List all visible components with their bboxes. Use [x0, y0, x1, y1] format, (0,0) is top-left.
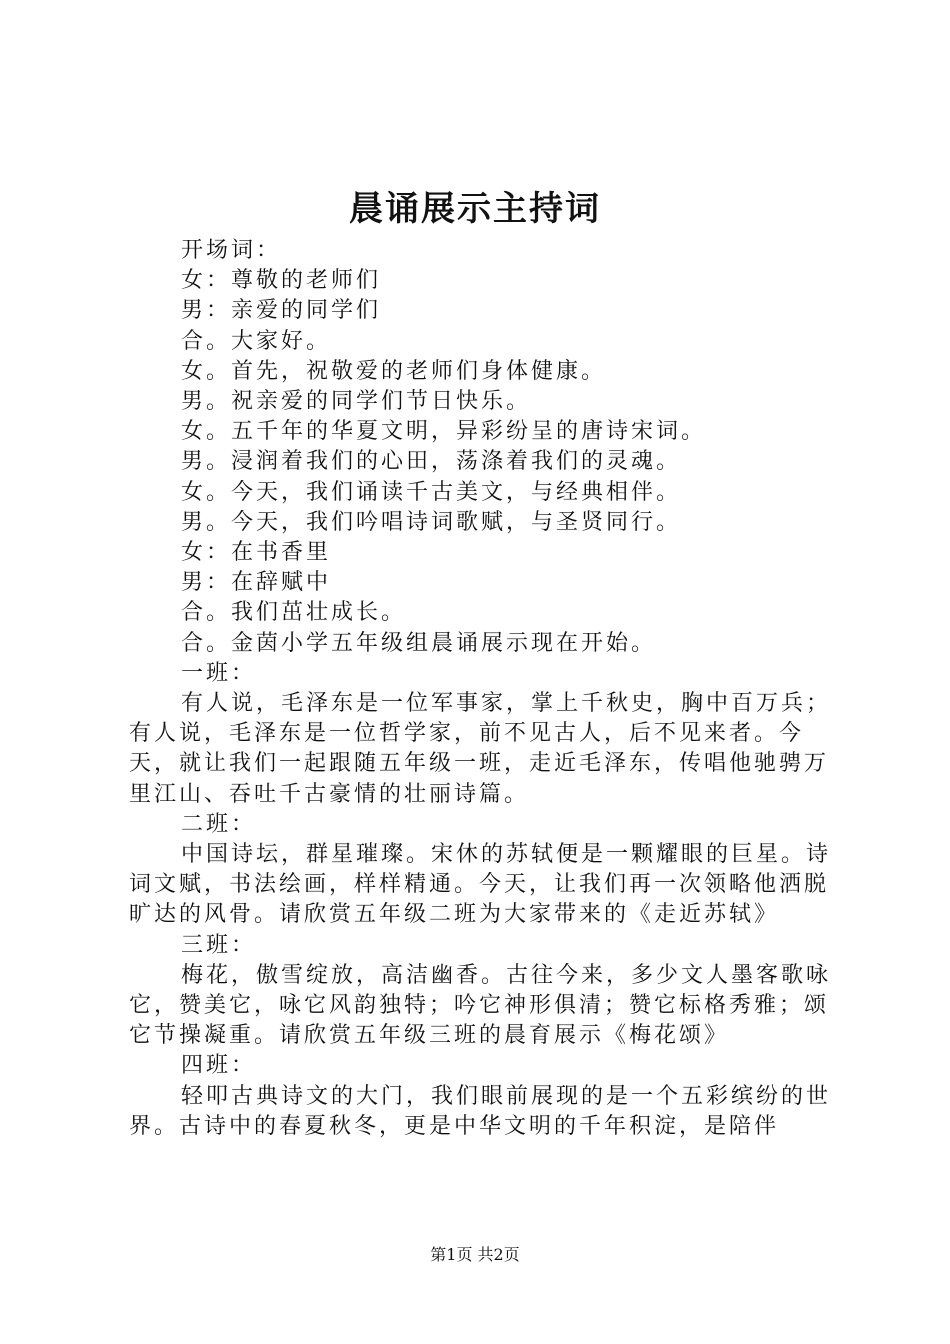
section-heading: 四班： — [181, 1053, 257, 1079]
paragraph: 男。今天，我们吟唱诗词歌赋，与圣贤同行。 — [181, 509, 682, 535]
paragraph: 合。金茵小学五年级组晨诵展示现在开始。 — [181, 630, 657, 656]
paragraph: 男：亲爱的同学们 — [181, 298, 382, 324]
paragraph: 女：在书香里 — [181, 540, 332, 566]
document-body — [129, 236, 839, 1142]
paragraph: 男：在辞赋中 — [181, 570, 332, 596]
paragraph: 女。今天，我们诵读千古美文，与经典相伴。 — [181, 479, 682, 505]
paragraph: 梅花，傲雪绽放，高洁幽香。古往今来，多少文人墨客歌咏它，赞美它，咏它风韵独特；吟它神形俱清；赞它标格秀雅；颂它节操凝重。请欣赏五年级三班的晨育展示《梅花颂》 — [129, 962, 832, 1049]
section-heading: 二班： — [181, 811, 257, 837]
paragraph: 女。五千年的华夏文明，异彩纷呈的唐诗宋词。 — [181, 419, 707, 445]
paragraph: 合。我们茁壮成长。 — [181, 600, 407, 626]
paragraph: 轻叩古典诗文的大门，我们眼前展现的是一个五彩缤纷的世界。古诗中的春夏秋冬，更是中华文明的千年积淀，是陪伴 — [129, 1083, 832, 1139]
section-heading: 一班： — [181, 660, 257, 686]
page-footer: 第1页 共2页 — [430, 1245, 520, 1264]
paragraph: 有人说，毛泽东是一位军事家，掌上千秋史，胸中百万兵；有人说，毛泽东是一位哲学家，前不见古人，后不见来者。今天，就让我们一起跟随五年级一班，走近毛泽东，传唱他驰骋万里江山、吞吐千古豪情的壮丽诗篇。 — [129, 691, 832, 807]
section-heading: 三班： — [181, 932, 257, 958]
document-title: 晨诵展示主持词 — [349, 189, 601, 229]
paragraph: 中国诗坛，群星璀璨。宋休的苏轼便是一颗耀眼的巨星。诗词文赋，书法绘画，样样精通。今天，让我们再一次领略他洒脱旷达的风骨。请欣赏五年级二班为大家带来的《走近苏轼》 — [129, 842, 832, 928]
paragraph: 合。大家好。 — [181, 328, 332, 354]
paragraph: 男。浸润着我们的心田，荡涤着我们的灵魂。 — [181, 449, 682, 475]
paragraph: 开场词： — [181, 238, 282, 263]
paragraph: 女：尊敬的老师们 — [181, 268, 382, 294]
paragraph: 女。首先，祝敬爱的老师们身体健康。 — [181, 358, 607, 384]
paragraph: 男。祝亲爱的同学们节日快乐。 — [181, 389, 532, 415]
